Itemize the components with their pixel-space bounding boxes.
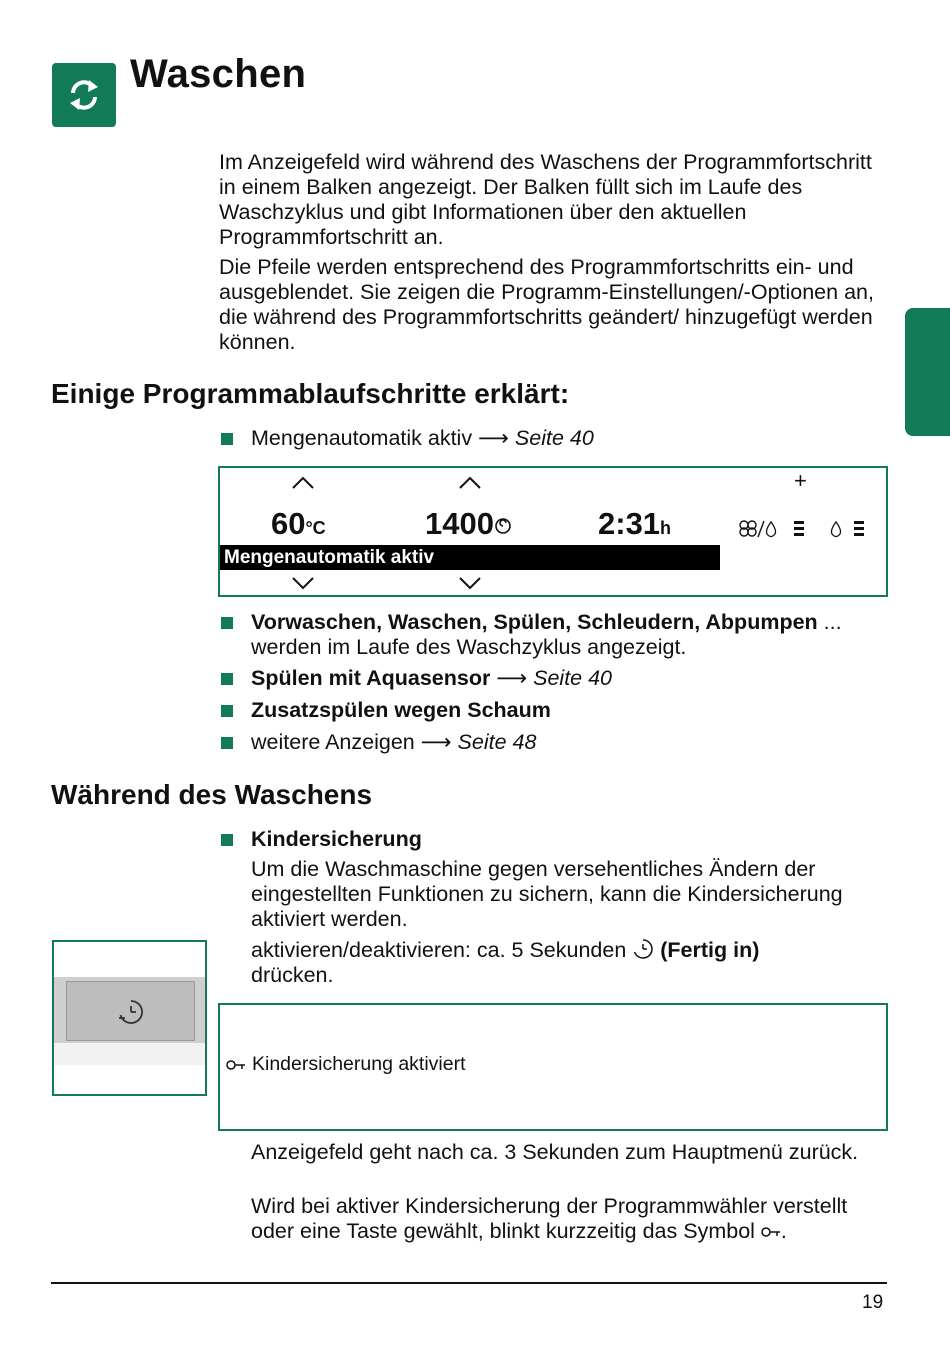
footer-divider: [51, 1282, 887, 1284]
child-lock-description: Um die Waschmaschine gegen versehentliches Ändern der eingestellten Funktionen zu sichern, kann die Kindersicherung aktiviert werden.: [251, 857, 843, 931]
intro-paragraph-2: Die Pfeile werden entsprechend des Programmfortschritts ein- und ausgeblendet. Sie zeigen die Programm-Einstellungen/-Optionen an, die während des Programmfortschritts geändert/ hinzugefügt werden können.: [219, 255, 874, 354]
section-heading-during-wash: Während des Waschens: [51, 779, 373, 810]
bullet-icon: [221, 673, 233, 685]
instruction-text: aktivieren/deaktivieren: ca. 5 Sekunden: [251, 938, 627, 962]
page-reference: Seite 40: [533, 666, 613, 690]
panel-base: [54, 1043, 205, 1065]
water-level-icon: [828, 518, 868, 540]
arrow-right-icon: ⟶: [478, 426, 509, 450]
list-item-label: Kindersicherung: [251, 827, 422, 851]
stain-water-level-icon: [738, 518, 812, 540]
list-item-label: weitere Anzeigen: [251, 730, 415, 754]
panel-strip: [54, 977, 205, 1043]
arrow-right-icon: ⟶: [496, 666, 528, 690]
timer-icon: [117, 998, 145, 1026]
finish-in-button: [66, 981, 195, 1041]
list-item-label: Vorwaschen, Waschen, Spülen, Schleudern, Abpumpen: [251, 610, 818, 634]
return-info: Anzeigefeld geht nach ca. 3 Sekunden zum Hauptmenü zurück.: [251, 1140, 859, 1164]
page-reference: Seite 40: [514, 426, 594, 450]
time-number: 2:31: [598, 506, 661, 541]
child-lock-instruction: [251, 938, 881, 988]
caret-up-icon: [458, 476, 482, 490]
section-heading-steps: Einige Programmablaufschritte erklärt:: [51, 378, 570, 409]
spin-speed-value: [425, 506, 512, 542]
page-reference: Seite 48: [457, 730, 537, 754]
temperature-value: [271, 506, 326, 542]
list-item-label: Mengenautomatik aktiv: [251, 426, 473, 450]
plus-icon: +: [794, 468, 807, 493]
spin-number: 1400: [425, 506, 494, 541]
display-panel: [218, 466, 888, 597]
spin-icon: [494, 516, 512, 534]
control-panel-illustration: [52, 940, 207, 1096]
blink-info-text: Wird bei aktiver Kindersicherung der Programmwähler verstellt oder eine Taste gewählt, blinkt kurzzeitig das Symbol: [251, 1194, 848, 1243]
list-item-label: Spülen mit Aquasensor: [251, 666, 491, 690]
caret-down-icon: [458, 576, 482, 590]
wash-cycle-icon: [52, 63, 116, 127]
arrow-right-icon: ⟶: [420, 730, 452, 754]
intro-paragraph-1: Im Anzeigefeld wird während des Waschens der Programmfortschritt in einem Balken angezeigt. Der Balken füllt sich im Laufe des Waschzyklus und gibt Informationen über den aktuellen Programmfortschritt an.: [219, 150, 872, 249]
button-name: (Fertig in): [660, 938, 760, 962]
key-icon: [761, 1226, 781, 1238]
blink-info: [251, 1194, 881, 1244]
blink-info-end: .: [780, 1219, 787, 1243]
temperature-unit: °C: [305, 518, 326, 538]
page-title: Waschen: [130, 52, 307, 96]
temperature-number: 60: [271, 506, 306, 541]
key-icon: [226, 1059, 246, 1071]
list-item-label: Zusatzspülen wegen Schaum: [251, 698, 551, 722]
caret-up-icon: [291, 476, 315, 490]
bullet-icon: [221, 834, 233, 846]
lock-message: Kindersicherung aktiviert: [252, 1053, 466, 1075]
remaining-time-value: [598, 506, 671, 542]
timer-icon: [632, 938, 654, 960]
page-number: 19: [862, 1292, 884, 1313]
bullet-icon: [221, 433, 233, 445]
list-item-description: ... werden im Laufe des Waschzyklus angezeigt.: [251, 610, 842, 659]
status-bar: Mengenautomatik aktiv: [220, 545, 720, 570]
bullet-icon: [221, 617, 233, 629]
bullet-icon: [221, 737, 233, 749]
lock-message-display: [218, 1003, 888, 1131]
time-unit: h: [660, 518, 672, 538]
caret-down-icon: [291, 576, 315, 590]
instruction-text-end: drücken.: [251, 963, 334, 987]
chapter-tab: [905, 308, 950, 436]
bullet-icon: [221, 705, 233, 717]
